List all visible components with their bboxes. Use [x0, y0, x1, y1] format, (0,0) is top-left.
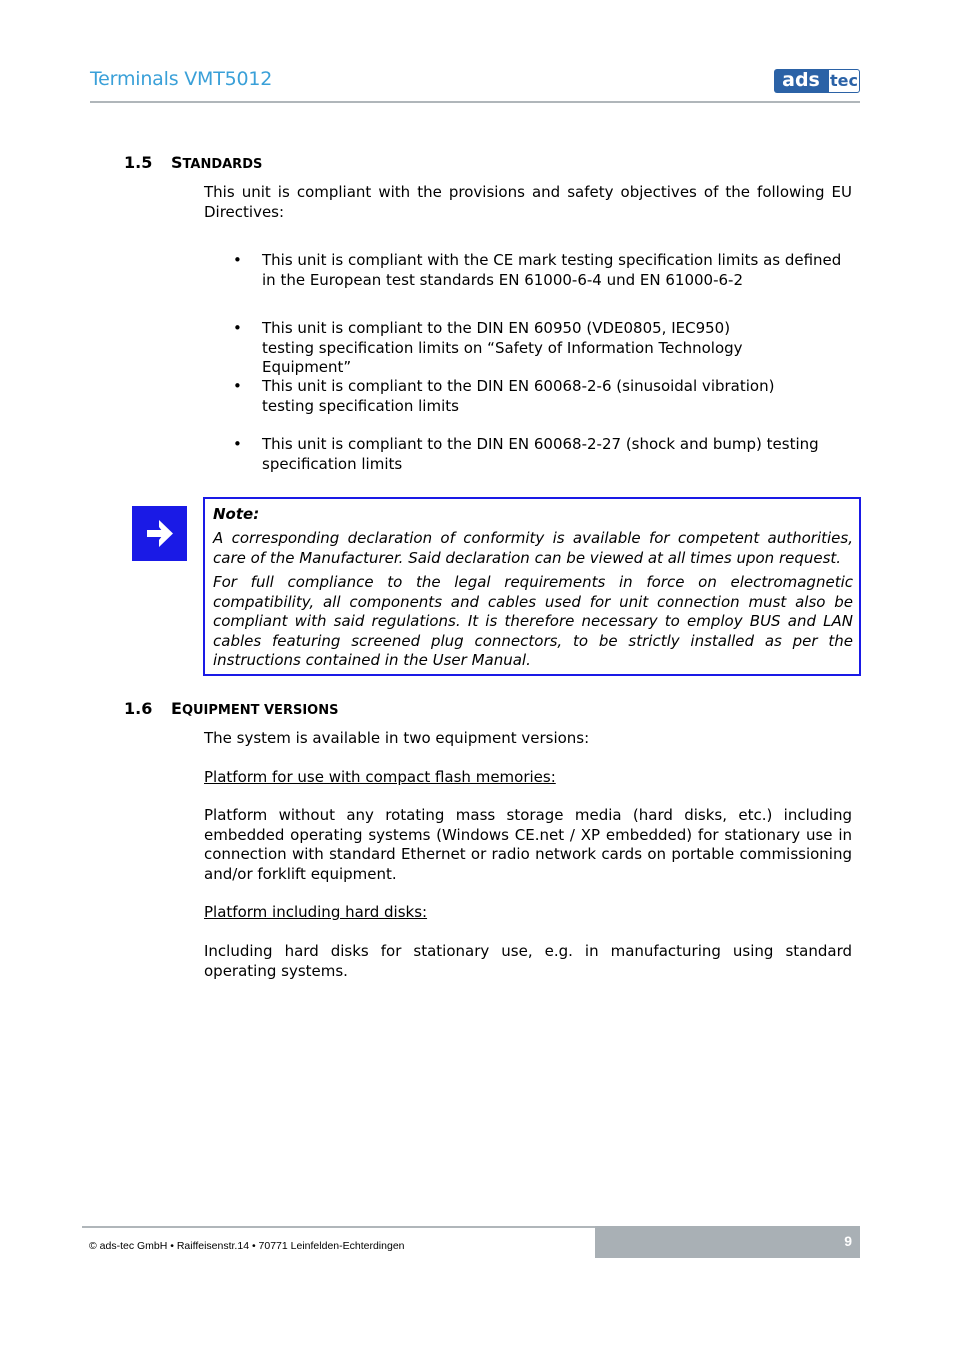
note-heading-text: Note:: [213, 505, 260, 523]
header-divider: [90, 101, 860, 103]
bullet-symbol: •: [233, 435, 242, 453]
section-title-standards: [171, 153, 262, 172]
logo-ads-part: ads: [774, 69, 828, 93]
logo-tec-part: tec: [828, 69, 860, 93]
section-title-rest: QUIPMENT VERSIONS: [181, 703, 339, 718]
note-paragraph-1: A corresponding declaration of conformity is available for competent authorities, care of the Manufacturer. Said declaration can be viewed at all times upon request.: [213, 529, 853, 567]
hard-disks-description: Including hard disks for stationary use, e.g. in manufacturing using standard operating systems.: [204, 942, 852, 980]
subheading-hard-disks: Platform including hard disks:: [204, 903, 428, 921]
note-heading: [213, 505, 853, 525]
note-paragraph-2: For full compliance to the legal requirements in force on electromagnetic compatibility, all components and cables used for unit connection must also be compliant with said regulations. It is therefore necessary to employ BUS and LAN cables featuring screened plug connectors, to be strictly installed as per the instructions contained in the User Manual.: [213, 573, 853, 669]
footer-divider: [82, 1226, 595, 1228]
standards-bullet-2: This unit is compliant to the DIN EN 60950 (VDE0805, IEC950) testing specification limits on “Safety of Information Technology Equipment”: [262, 319, 743, 376]
bullet-symbol: •: [233, 319, 242, 337]
ads-tec-logo: [774, 69, 858, 93]
section-number-1-6: 1.6: [124, 699, 153, 718]
standards-bullet-4: This unit is compliant to the DIN EN 60068-2-27 (shock and bump) testing specification limits: [262, 435, 819, 473]
standards-bullet-1: This unit is compliant with the CE mark testing specification limits as defined in the European test standards EN 61000-6-4 und EN 61000-6-2: [262, 251, 842, 289]
section-title-initial: S: [171, 153, 183, 172]
section-number-1-5: 1.5: [124, 153, 153, 172]
arrow-right-icon: [132, 506, 187, 561]
bullet-symbol: •: [233, 377, 242, 395]
page-number: 9: [844, 1233, 852, 1249]
equipment-intro: The system is available in two equipment versions:: [204, 729, 590, 747]
footer-copyright: © ads-tec GmbH • Raiffeisenstr.14 • 70771 Leinfelden-Echterdingen: [89, 1240, 405, 1252]
bullet-symbol: •: [233, 251, 242, 269]
subheading-compact-flash: Platform for use with compact flash memories:: [204, 768, 556, 786]
section-title-equipment-versions: [171, 699, 338, 718]
compact-flash-description: Platform without any rotating mass storage media (hard disks, etc.) including embedded operating systems (Windows CE.net / XP embedded) for stationary use in connection with standard Ethernet or radio network cards on portable commissioning and/or forklift equipment.: [204, 806, 852, 883]
section-title-initial: E: [171, 699, 182, 718]
document-title: Terminals VMT5012: [90, 68, 273, 90]
standards-intro: This unit is compliant with the provisions and safety objectives of the following EU Directives:: [204, 183, 852, 221]
standards-bullet-3: This unit is compliant to the DIN EN 60068-2-6 (sinusoidal vibration) testing specification limits: [262, 377, 775, 415]
section-title-rest: TANDARDS: [182, 157, 263, 172]
